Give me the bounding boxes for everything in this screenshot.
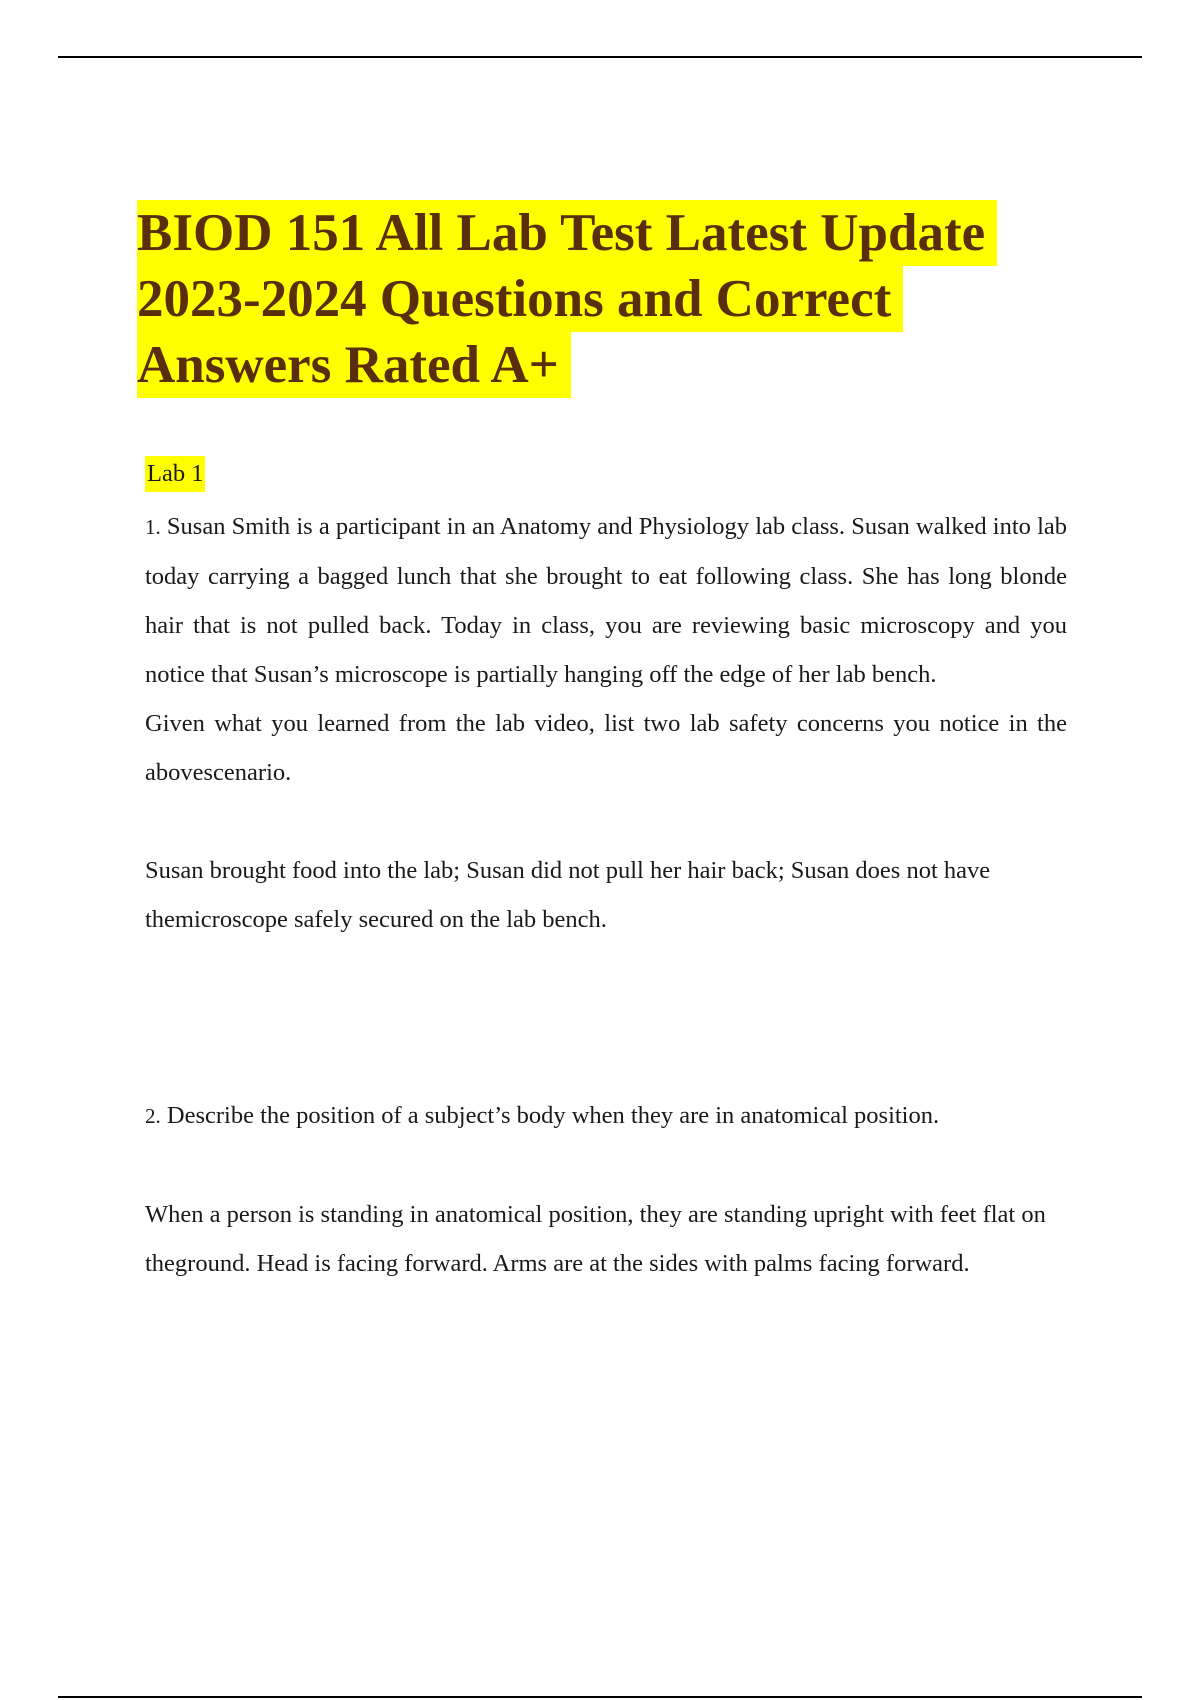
title-line-3: Answers Rated A+ [137, 332, 571, 398]
top-rule [58, 56, 1142, 58]
question-1-prompt-text: Susan Smith is a participant in an Anatomy and Physiology lab class. Susan walked into lab today carrying a bagged lunch that she brought to eat following class. She has long blonde hair that is not pulled back. Today in class, you are reviewing basic microscopy and you notice that Susan’s microscope is partially hanging off the edge of her lab bench. [145, 513, 1068, 688]
spacer [145, 944, 1067, 1091]
document-title [137, 200, 1087, 398]
spacer [145, 797, 1067, 846]
question-2-answer: When a person is standing in anatomical position, they are standing upright with feet flat on theground. Head is facing forward. Arms are at the sides with palms facing forward. [145, 1201, 1046, 1277]
bottom-rule [58, 1696, 1142, 1698]
spacer [145, 1141, 1067, 1190]
section-label-lab-1: Lab 1 [145, 456, 205, 492]
question-2-prompt-text: Describe the position of a subject’s body when they are in anatomical position. [166, 1102, 940, 1129]
question-1-answer: Susan brought food into the lab; Susan did not pull her hair back; Susan does not have themicroscope safely secured on the lab bench. [145, 857, 991, 933]
question-1-number: 1. [145, 515, 161, 539]
question-2-number: 2. [145, 1104, 161, 1128]
document-body [145, 448, 1067, 1288]
question-2-prompt [145, 1091, 1067, 1141]
title-line-2: 2023-2024 Questions and Correct [137, 266, 903, 332]
title-line-1: BIOD 151 All Lab Test Latest Update [137, 200, 997, 266]
question-1-prompt [145, 502, 1067, 699]
question-1-instruction: Given what you learned from the lab video, list two lab safety concerns you notice in the abovescenario. [145, 710, 1067, 786]
